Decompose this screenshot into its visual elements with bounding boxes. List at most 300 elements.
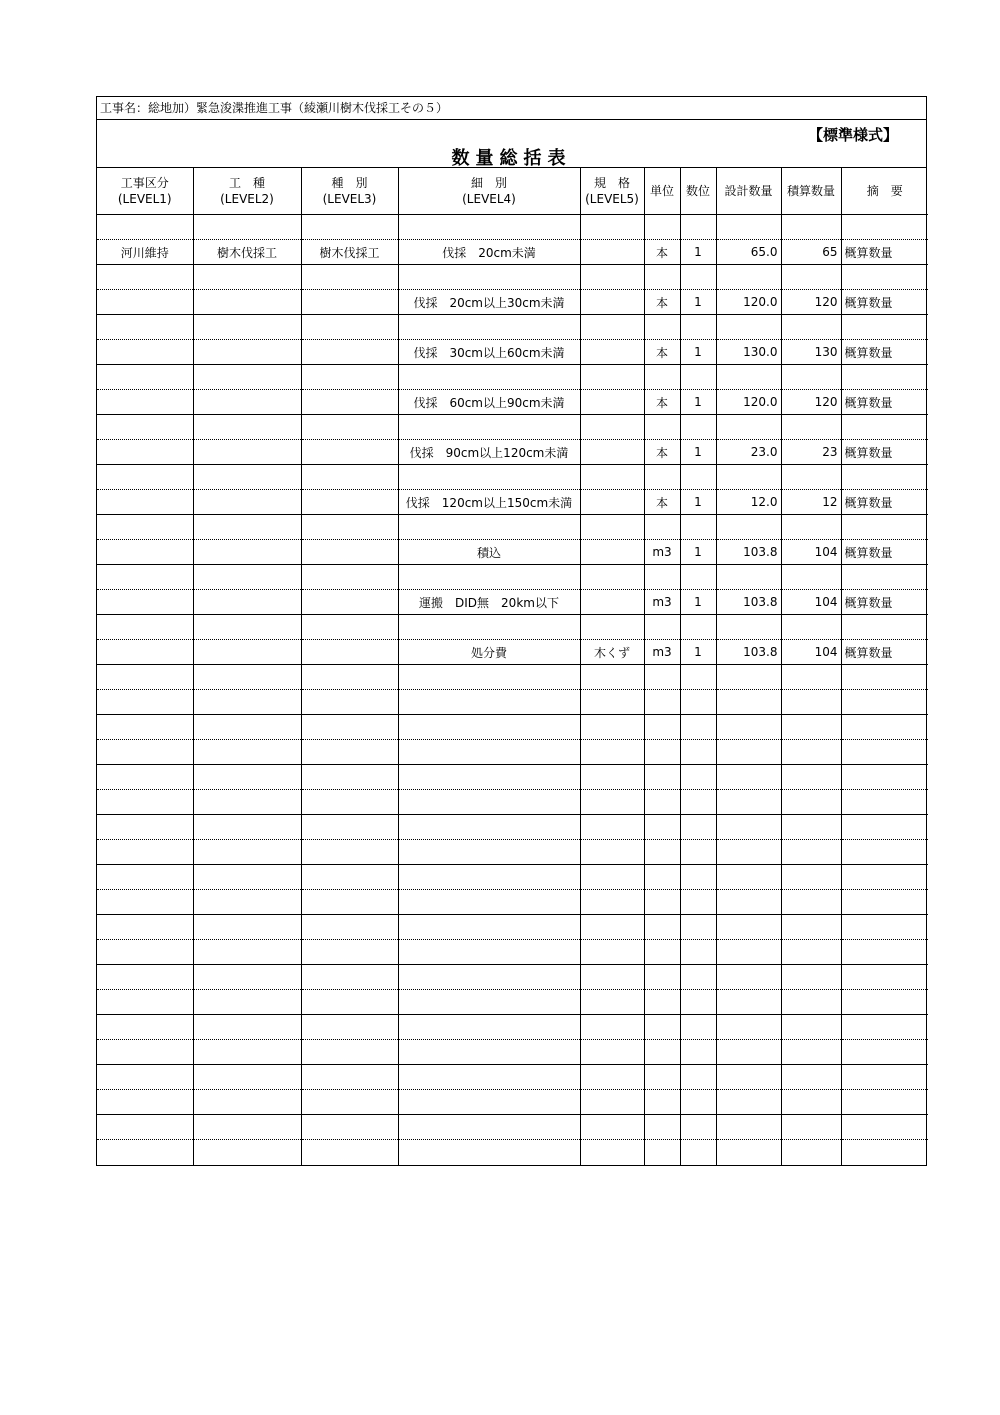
level2-cell bbox=[193, 390, 301, 415]
empty-cell bbox=[716, 565, 781, 590]
empty-cell bbox=[841, 865, 928, 890]
table-spacer-row bbox=[97, 365, 928, 390]
empty-cell bbox=[398, 365, 580, 390]
col-header bbox=[97, 168, 193, 215]
level3-cell bbox=[301, 440, 398, 465]
empty-cell bbox=[716, 365, 781, 390]
empty-cell bbox=[716, 465, 781, 490]
digit-cell bbox=[680, 840, 716, 865]
empty-cell bbox=[398, 715, 580, 740]
level4-cell: 伐採 60cm以上90cm未満 bbox=[398, 390, 580, 415]
empty-cell bbox=[781, 415, 841, 440]
design-qty-cell bbox=[716, 790, 781, 815]
empty-cell bbox=[97, 665, 193, 690]
col-header: 数位 bbox=[680, 168, 716, 215]
empty-cell bbox=[841, 515, 928, 540]
empty-cell bbox=[398, 865, 580, 890]
unit-cell bbox=[644, 940, 680, 965]
empty-cell bbox=[398, 265, 580, 290]
level5-cell bbox=[580, 490, 644, 515]
level3-cell bbox=[301, 340, 398, 365]
level3-cell bbox=[301, 740, 398, 765]
level3-cell bbox=[301, 390, 398, 415]
empty-cell bbox=[644, 815, 680, 840]
table-header-row bbox=[97, 168, 928, 215]
unit-cell: 本 bbox=[644, 440, 680, 465]
empty-cell bbox=[644, 965, 680, 990]
estimate-qty-cell bbox=[781, 1140, 841, 1165]
level4-cell: 処分費 bbox=[398, 640, 580, 665]
estimate-qty-cell bbox=[781, 790, 841, 815]
empty-cell bbox=[644, 665, 680, 690]
empty-cell bbox=[301, 1115, 398, 1140]
level3-cell bbox=[301, 940, 398, 965]
col-header-label: 種 別 bbox=[331, 176, 368, 190]
design-qty-cell bbox=[716, 940, 781, 965]
empty-cell bbox=[680, 365, 716, 390]
empty-cell bbox=[644, 415, 680, 440]
digit-cell: 1 bbox=[680, 290, 716, 315]
empty-cell bbox=[580, 315, 644, 340]
digit-cell bbox=[680, 1140, 716, 1165]
empty-cell bbox=[841, 265, 928, 290]
empty-cell bbox=[680, 1065, 716, 1090]
level2-cell bbox=[193, 340, 301, 365]
remarks-cell: 概算数量 bbox=[841, 490, 928, 515]
unit-cell: m3 bbox=[644, 540, 680, 565]
empty-cell bbox=[716, 615, 781, 640]
remarks-cell bbox=[841, 940, 928, 965]
quantity-summary-sheet bbox=[96, 96, 927, 1166]
empty-cell bbox=[580, 815, 644, 840]
table-row bbox=[97, 640, 928, 665]
level3-cell bbox=[301, 490, 398, 515]
empty-cell bbox=[716, 965, 781, 990]
empty-cell bbox=[680, 1015, 716, 1040]
table-row bbox=[97, 1090, 928, 1115]
empty-cell bbox=[580, 765, 644, 790]
empty-cell bbox=[580, 865, 644, 890]
empty-cell bbox=[841, 915, 928, 940]
quantity-table bbox=[97, 168, 928, 1165]
design-qty-cell: 103.8 bbox=[716, 590, 781, 615]
table-row bbox=[97, 240, 928, 265]
empty-cell bbox=[97, 465, 193, 490]
remarks-cell: 概算数量 bbox=[841, 290, 928, 315]
design-qty-cell bbox=[716, 1040, 781, 1065]
empty-cell bbox=[193, 665, 301, 690]
col-header bbox=[193, 168, 301, 215]
level1-cell bbox=[97, 540, 193, 565]
empty-cell bbox=[781, 565, 841, 590]
level3-cell bbox=[301, 540, 398, 565]
unit-cell bbox=[644, 740, 680, 765]
empty-cell bbox=[841, 815, 928, 840]
level2-cell bbox=[193, 790, 301, 815]
digit-cell: 1 bbox=[680, 540, 716, 565]
level4-cell bbox=[398, 990, 580, 1015]
level4-cell: 伐採 30cm以上60cm未満 bbox=[398, 340, 580, 365]
level4-cell bbox=[398, 790, 580, 815]
empty-cell bbox=[680, 1115, 716, 1140]
empty-cell bbox=[644, 515, 680, 540]
level1-cell bbox=[97, 840, 193, 865]
empty-cell bbox=[841, 465, 928, 490]
empty-cell bbox=[680, 765, 716, 790]
table-row bbox=[97, 540, 928, 565]
empty-cell bbox=[301, 515, 398, 540]
level3-cell bbox=[301, 1140, 398, 1165]
table-row bbox=[97, 890, 928, 915]
empty-cell bbox=[716, 315, 781, 340]
level2-cell bbox=[193, 290, 301, 315]
empty-cell bbox=[193, 765, 301, 790]
design-qty-cell: 103.8 bbox=[716, 640, 781, 665]
level2-cell bbox=[193, 640, 301, 665]
level5-cell bbox=[580, 790, 644, 815]
estimate-qty-cell bbox=[781, 740, 841, 765]
design-qty-cell bbox=[716, 990, 781, 1015]
remarks-cell: 概算数量 bbox=[841, 340, 928, 365]
estimate-qty-cell bbox=[781, 1090, 841, 1115]
empty-cell bbox=[781, 915, 841, 940]
digit-cell bbox=[680, 940, 716, 965]
table-spacer-row bbox=[97, 565, 928, 590]
estimate-qty-cell: 12 bbox=[781, 490, 841, 515]
table-row bbox=[97, 690, 928, 715]
table-row bbox=[97, 290, 928, 315]
design-qty-cell: 23.0 bbox=[716, 440, 781, 465]
estimate-qty-cell: 130 bbox=[781, 340, 841, 365]
empty-cell bbox=[680, 965, 716, 990]
level3-cell bbox=[301, 890, 398, 915]
empty-cell bbox=[97, 1115, 193, 1140]
empty-cell bbox=[97, 765, 193, 790]
unit-cell: m3 bbox=[644, 590, 680, 615]
level4-cell: 伐採 90cm以上120cm未満 bbox=[398, 440, 580, 465]
col-header-label: 工 種 bbox=[228, 176, 265, 190]
digit-cell bbox=[680, 690, 716, 715]
empty-cell bbox=[580, 415, 644, 440]
design-qty-cell: 12.0 bbox=[716, 490, 781, 515]
level4-cell bbox=[398, 1090, 580, 1115]
level1-cell bbox=[97, 290, 193, 315]
empty-cell bbox=[580, 1115, 644, 1140]
remarks-cell: 概算数量 bbox=[841, 240, 928, 265]
empty-cell bbox=[644, 715, 680, 740]
level1-cell: 河川維持 bbox=[97, 240, 193, 265]
level1-cell bbox=[97, 740, 193, 765]
level2-cell bbox=[193, 540, 301, 565]
remarks-cell bbox=[841, 990, 928, 1015]
col-header-level: (LEVEL3) bbox=[322, 192, 377, 206]
design-qty-cell bbox=[716, 740, 781, 765]
estimate-qty-cell bbox=[781, 890, 841, 915]
table-row bbox=[97, 340, 928, 365]
empty-cell bbox=[580, 465, 644, 490]
unit-cell bbox=[644, 790, 680, 815]
level5-cell bbox=[580, 340, 644, 365]
level4-cell: 伐採 20cm未満 bbox=[398, 240, 580, 265]
table-spacer-row bbox=[97, 1065, 928, 1090]
level2-cell bbox=[193, 490, 301, 515]
design-qty-cell bbox=[716, 1090, 781, 1115]
empty-cell bbox=[398, 415, 580, 440]
table-spacer-row bbox=[97, 765, 928, 790]
level2-cell bbox=[193, 1140, 301, 1165]
empty-cell bbox=[644, 565, 680, 590]
level1-cell bbox=[97, 640, 193, 665]
table-spacer-row bbox=[97, 815, 928, 840]
empty-cell bbox=[193, 315, 301, 340]
estimate-qty-cell: 104 bbox=[781, 640, 841, 665]
empty-cell bbox=[580, 1015, 644, 1040]
digit-cell: 1 bbox=[680, 390, 716, 415]
empty-cell bbox=[781, 1065, 841, 1090]
empty-cell bbox=[716, 265, 781, 290]
design-qty-cell bbox=[716, 1140, 781, 1165]
table-body bbox=[97, 215, 928, 1165]
empty-cell bbox=[841, 1115, 928, 1140]
remarks-cell bbox=[841, 740, 928, 765]
table-row bbox=[97, 490, 928, 515]
empty-cell bbox=[644, 1115, 680, 1140]
level2-cell bbox=[193, 1090, 301, 1115]
level5-cell bbox=[580, 840, 644, 865]
empty-cell bbox=[580, 265, 644, 290]
table-row bbox=[97, 440, 928, 465]
level5-cell bbox=[580, 890, 644, 915]
empty-cell bbox=[716, 1065, 781, 1090]
level1-cell bbox=[97, 1090, 193, 1115]
level4-cell bbox=[398, 1040, 580, 1065]
level3-cell bbox=[301, 1040, 398, 1065]
unit-cell bbox=[644, 1140, 680, 1165]
level5-cell bbox=[580, 290, 644, 315]
table-row bbox=[97, 740, 928, 765]
empty-cell bbox=[97, 1065, 193, 1090]
project-name: 工事名：総地加）緊急浚渫推進工事（綾瀬川樹木伐採工その５） bbox=[97, 97, 926, 120]
level5-cell bbox=[580, 1090, 644, 1115]
standard-format-label: 【標準様式】 bbox=[807, 126, 898, 144]
empty-cell bbox=[301, 765, 398, 790]
empty-cell bbox=[193, 515, 301, 540]
remarks-cell bbox=[841, 890, 928, 915]
unit-cell bbox=[644, 690, 680, 715]
table-spacer-row bbox=[97, 715, 928, 740]
empty-cell bbox=[580, 615, 644, 640]
empty-cell bbox=[301, 915, 398, 940]
table-row bbox=[97, 390, 928, 415]
digit-cell: 1 bbox=[680, 490, 716, 515]
design-qty-cell bbox=[716, 840, 781, 865]
empty-cell bbox=[193, 615, 301, 640]
empty-cell bbox=[716, 1115, 781, 1140]
empty-cell bbox=[680, 515, 716, 540]
level1-cell bbox=[97, 390, 193, 415]
empty-cell bbox=[716, 765, 781, 790]
level5-cell bbox=[580, 540, 644, 565]
unit-cell: 本 bbox=[644, 240, 680, 265]
remarks-cell: 概算数量 bbox=[841, 590, 928, 615]
level2-cell: 樹木伐採工 bbox=[193, 240, 301, 265]
digit-cell: 1 bbox=[680, 590, 716, 615]
col-header bbox=[301, 168, 398, 215]
empty-cell bbox=[680, 565, 716, 590]
empty-cell bbox=[781, 1115, 841, 1140]
empty-cell bbox=[97, 565, 193, 590]
empty-cell bbox=[398, 565, 580, 590]
level2-cell bbox=[193, 840, 301, 865]
table-spacer-row bbox=[97, 665, 928, 690]
empty-cell bbox=[398, 465, 580, 490]
empty-cell bbox=[193, 1115, 301, 1140]
digit-cell bbox=[680, 790, 716, 815]
empty-cell bbox=[680, 915, 716, 940]
table-row bbox=[97, 840, 928, 865]
table-spacer-row bbox=[97, 965, 928, 990]
empty-cell bbox=[193, 1015, 301, 1040]
table-spacer-row bbox=[97, 865, 928, 890]
empty-cell bbox=[841, 615, 928, 640]
empty-cell bbox=[580, 1065, 644, 1090]
level4-cell: 積込 bbox=[398, 540, 580, 565]
level4-cell bbox=[398, 840, 580, 865]
col-header-level: (LEVEL2) bbox=[220, 192, 274, 206]
digit-cell bbox=[680, 990, 716, 1015]
digit-cell bbox=[680, 1040, 716, 1065]
empty-cell bbox=[580, 565, 644, 590]
empty-cell bbox=[580, 365, 644, 390]
level2-cell bbox=[193, 890, 301, 915]
empty-cell bbox=[398, 515, 580, 540]
empty-cell bbox=[301, 465, 398, 490]
empty-cell bbox=[193, 415, 301, 440]
digit-cell: 1 bbox=[680, 640, 716, 665]
level4-cell bbox=[398, 690, 580, 715]
unit-cell bbox=[644, 1090, 680, 1115]
empty-cell bbox=[841, 1065, 928, 1090]
estimate-qty-cell: 120 bbox=[781, 290, 841, 315]
empty-cell bbox=[841, 565, 928, 590]
remarks-cell: 概算数量 bbox=[841, 440, 928, 465]
level3-cell bbox=[301, 640, 398, 665]
empty-cell bbox=[716, 815, 781, 840]
level2-cell bbox=[193, 990, 301, 1015]
level5-cell bbox=[580, 1040, 644, 1065]
empty-cell bbox=[193, 865, 301, 890]
empty-cell bbox=[716, 665, 781, 690]
empty-cell bbox=[301, 265, 398, 290]
empty-cell bbox=[193, 965, 301, 990]
empty-cell bbox=[301, 965, 398, 990]
level1-cell bbox=[97, 490, 193, 515]
empty-cell bbox=[301, 715, 398, 740]
empty-cell bbox=[398, 915, 580, 940]
empty-cell bbox=[716, 515, 781, 540]
empty-cell bbox=[644, 765, 680, 790]
empty-cell bbox=[301, 815, 398, 840]
level1-cell bbox=[97, 990, 193, 1015]
col-header: 設計数量 bbox=[716, 168, 781, 215]
level1-cell bbox=[97, 340, 193, 365]
empty-cell bbox=[781, 815, 841, 840]
empty-cell bbox=[781, 1015, 841, 1040]
estimate-qty-cell: 120 bbox=[781, 390, 841, 415]
design-qty-cell: 65.0 bbox=[716, 240, 781, 265]
document-title: 数量総括表 bbox=[451, 148, 572, 169]
col-header-level: (LEVEL4) bbox=[462, 192, 516, 206]
table-spacer-row bbox=[97, 1015, 928, 1040]
level5-cell bbox=[580, 990, 644, 1015]
empty-cell bbox=[680, 265, 716, 290]
table-spacer-row bbox=[97, 215, 928, 240]
empty-cell bbox=[97, 415, 193, 440]
unit-cell: m3 bbox=[644, 640, 680, 665]
design-qty-cell: 120.0 bbox=[716, 290, 781, 315]
level2-cell bbox=[193, 1040, 301, 1065]
empty-cell bbox=[841, 415, 928, 440]
empty-cell bbox=[301, 865, 398, 890]
table-spacer-row bbox=[97, 415, 928, 440]
empty-cell bbox=[781, 615, 841, 640]
empty-cell bbox=[716, 415, 781, 440]
empty-cell bbox=[301, 365, 398, 390]
empty-cell bbox=[97, 615, 193, 640]
design-qty-cell: 120.0 bbox=[716, 390, 781, 415]
empty-cell bbox=[193, 715, 301, 740]
level3-cell bbox=[301, 990, 398, 1015]
digit-cell: 1 bbox=[680, 340, 716, 365]
estimate-qty-cell: 104 bbox=[781, 540, 841, 565]
remarks-cell bbox=[841, 840, 928, 865]
empty-cell bbox=[97, 315, 193, 340]
empty-cell bbox=[97, 965, 193, 990]
empty-cell bbox=[398, 815, 580, 840]
empty-cell bbox=[398, 1115, 580, 1140]
empty-cell bbox=[841, 665, 928, 690]
empty-cell bbox=[716, 215, 781, 240]
empty-cell bbox=[841, 765, 928, 790]
estimate-qty-cell bbox=[781, 990, 841, 1015]
empty-cell bbox=[580, 665, 644, 690]
table-spacer-row bbox=[97, 515, 928, 540]
digit-cell bbox=[680, 890, 716, 915]
table-row bbox=[97, 790, 928, 815]
level5-cell bbox=[580, 390, 644, 415]
level3-cell bbox=[301, 790, 398, 815]
unit-cell bbox=[644, 1040, 680, 1065]
remarks-cell bbox=[841, 1140, 928, 1165]
empty-cell bbox=[398, 1015, 580, 1040]
level3-cell bbox=[301, 590, 398, 615]
design-qty-cell: 130.0 bbox=[716, 340, 781, 365]
level4-cell bbox=[398, 740, 580, 765]
empty-cell bbox=[781, 765, 841, 790]
empty-cell bbox=[97, 1015, 193, 1040]
digit-cell: 1 bbox=[680, 240, 716, 265]
empty-cell bbox=[193, 915, 301, 940]
remarks-cell bbox=[841, 1040, 928, 1065]
unit-cell: 本 bbox=[644, 490, 680, 515]
level4-cell bbox=[398, 890, 580, 915]
col-header: 積算数量 bbox=[781, 168, 841, 215]
level5-cell bbox=[580, 740, 644, 765]
level2-cell bbox=[193, 440, 301, 465]
empty-cell bbox=[644, 865, 680, 890]
empty-cell bbox=[97, 865, 193, 890]
level5-cell bbox=[580, 440, 644, 465]
